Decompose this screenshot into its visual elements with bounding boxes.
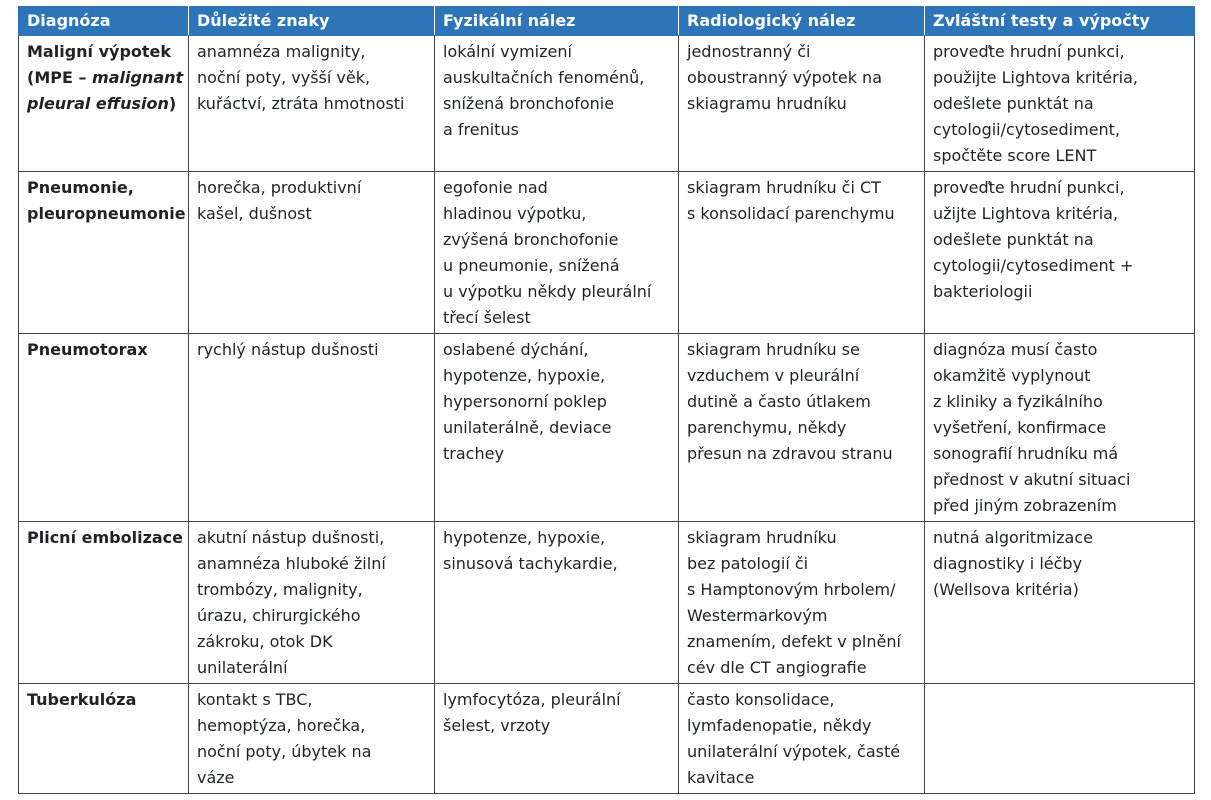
cell-line: odešlete punktát na	[933, 230, 1094, 249]
cell-line: oslabené dýchání,	[443, 340, 589, 359]
cell-line: noční poty, úbytek na	[197, 742, 372, 761]
cell-line: bakteriologii	[933, 282, 1033, 301]
cell-line: kontakt s TBC,	[197, 690, 313, 709]
table-row	[19, 334, 1195, 522]
table-header-row	[19, 7, 1195, 36]
cell-line: často konsolidace,	[687, 690, 835, 709]
header-tests: Zvláštní testy a výpočty	[925, 7, 1195, 36]
cell-line: odešlete punktát na	[933, 94, 1094, 113]
cell-diagnosis	[19, 334, 189, 522]
cell-line: hemoptýza, horečka,	[197, 716, 366, 735]
diagnosis-line: (MPE –	[27, 68, 93, 87]
cell-line: kašel, dušnost	[197, 204, 312, 223]
cell-line: s konsolidací parenchymu	[687, 204, 895, 223]
cell-line: snížená bronchofonie	[443, 94, 615, 113]
cell-line: nutná algoritmizace	[933, 528, 1093, 547]
cell-signs	[189, 36, 435, 172]
cell-line: auskultačních fenoménů,	[443, 68, 645, 87]
table-row	[19, 172, 1195, 334]
cell-diagnosis	[19, 36, 189, 172]
diagnosis-table	[18, 6, 1195, 794]
cell-line: přesun na zdravou stranu	[687, 444, 893, 463]
cell-line: u výpotku někdy pleurální	[443, 282, 652, 301]
cell-line: sinusová tachykardie,	[443, 554, 618, 573]
cell-physical	[435, 684, 679, 794]
cell-radiology	[679, 36, 925, 172]
cell-line: diagnostiky i léčby	[933, 554, 1083, 573]
diagnosis-line: Tuberkulóza	[27, 690, 137, 709]
cell-physical	[435, 334, 679, 522]
cell-line: kuřáctví, ztráta hmotnosti	[197, 94, 405, 113]
cell-line: vzduchem v pleurální	[687, 366, 860, 385]
cell-line: cytologii/cytosediment +	[933, 256, 1134, 275]
cell-line: kavitace	[687, 768, 755, 787]
header-signs: Důležité znaky	[189, 7, 435, 36]
cell-line: akutní nástup dušnosti,	[197, 528, 385, 547]
cell-line: jednostranný či	[687, 42, 811, 61]
cell-tests	[925, 172, 1195, 334]
cell-line: horečka, produktivní	[197, 178, 362, 197]
diagnosis-italic: pleural effusion	[27, 94, 169, 113]
cell-tests	[925, 36, 1195, 172]
cell-signs	[189, 522, 435, 684]
cell-radiology	[679, 334, 925, 522]
cell-line: egofonie nad	[443, 178, 548, 197]
diagnosis-italic: malignant	[92, 68, 184, 87]
diagnosis-line: )	[168, 94, 177, 113]
cell-line: sonografií hrudníku má	[933, 444, 1119, 463]
cell-tests	[925, 334, 1195, 522]
cell-line: diagnóza musí často	[933, 340, 1098, 359]
cell-diagnosis	[19, 172, 189, 334]
cell-line: unilaterálně, deviace	[443, 418, 612, 437]
cell-line: rychlý nástup dušnosti	[197, 340, 379, 359]
cell-signs	[189, 334, 435, 522]
cell-line: skiagram hrudníku	[687, 528, 837, 547]
cell-line: u pneumonie, snížená	[443, 256, 620, 275]
header-physical: Fyzikální nález	[435, 7, 679, 36]
cell-line: z kliniky a fyzikálního	[933, 392, 1103, 411]
cell-line: dutině a často útlakem	[687, 392, 871, 411]
cell-signs	[189, 172, 435, 334]
cell-line: a frenitus	[443, 120, 519, 139]
cell-line: spočtěte score LENT	[933, 146, 1097, 165]
table-row	[19, 36, 1195, 172]
cell-physical	[435, 36, 679, 172]
cell-line: parenchymu, někdy	[687, 418, 847, 437]
cell-line: noční poty, vyšší věk,	[197, 68, 371, 87]
cell-diagnosis	[19, 522, 189, 684]
cell-line: anamnéza hluboké žilní	[197, 554, 386, 573]
cell-line: skiagramu hrudníku	[687, 94, 847, 113]
diagnosis-line: Plicní embolizace	[27, 528, 184, 547]
diagnosis-line: pleuropneumonie	[27, 204, 186, 223]
cell-radiology	[679, 684, 925, 794]
cell-line: skiagram hrudníku či CT	[687, 178, 881, 197]
cell-line: váze	[197, 768, 235, 787]
cell-line: třecí šelest	[443, 308, 531, 327]
diagnosis-line: Maligní výpotek	[27, 42, 172, 61]
cell-line: (Wellsova kritéria)	[933, 580, 1079, 599]
cell-physical	[435, 172, 679, 334]
cell-signs	[189, 684, 435, 794]
cell-diagnosis	[19, 684, 189, 794]
cell-line: šelest, vrzoty	[443, 716, 551, 735]
cell-line: zákroku, otok DK	[197, 632, 333, 651]
cell-radiology	[679, 172, 925, 334]
cell-line: před jiným zobrazením	[933, 496, 1117, 515]
cell-line: úrazu, chirurgického	[197, 606, 361, 625]
cell-line: znamením, defekt v plnění	[687, 632, 901, 651]
cell-line: hypotenze, hypoxie,	[443, 366, 606, 385]
cell-line: zvýšená bronchofonie	[443, 230, 619, 249]
cell-line: hladinou výpotku,	[443, 204, 587, 223]
cell-line: použijte Lightova kritéria,	[933, 68, 1138, 87]
cell-line: trachey	[443, 444, 504, 463]
cell-line: skiagram hrudníku se	[687, 340, 860, 359]
header-diagnosis: Diagnóza	[19, 7, 189, 36]
header-radiology: Radiologický nález	[679, 7, 925, 36]
cell-line: anamnéza malignity,	[197, 42, 366, 61]
table-row	[19, 522, 1195, 684]
cell-tests	[925, 522, 1195, 684]
cell-physical	[435, 522, 679, 684]
diagnosis-line: Pneumonie,	[27, 178, 134, 197]
cell-line: lymfocytóza, pleurální	[443, 690, 621, 709]
cell-line: Westermarkovým	[687, 606, 828, 625]
cell-line: unilaterální	[197, 658, 288, 677]
cell-line: hypersonorní poklep	[443, 392, 607, 411]
cell-radiology	[679, 522, 925, 684]
table-row	[19, 684, 1195, 794]
cell-line: proveďte hrudní punkci,	[933, 42, 1125, 61]
cell-line: lymfadenopatie, někdy	[687, 716, 872, 735]
cell-line: hypotenze, hypoxie,	[443, 528, 606, 547]
cell-line: cytologii/cytosediment,	[933, 120, 1121, 139]
cell-line: okamžitě vyplynout	[933, 366, 1091, 385]
diagnosis-line: Pneumotorax	[27, 340, 148, 359]
cell-line: bez patologií či	[687, 554, 809, 573]
cell-line: trombózy, malignity,	[197, 580, 363, 599]
cell-line: vyšetření, konfirmace	[933, 418, 1107, 437]
cell-tests	[925, 684, 1195, 794]
cell-line: proveďte hrudní punkci,	[933, 178, 1125, 197]
cell-line: přednost v akutní situaci	[933, 470, 1131, 489]
cell-line: užijte Lightova kritéria,	[933, 204, 1119, 223]
cell-line: lokální vymizení	[443, 42, 572, 61]
cell-line: cév dle CT angiografie	[687, 658, 867, 677]
cell-line: s Hamptonovým hrbolem/	[687, 580, 896, 599]
cell-line: oboustranný výpotek na	[687, 68, 882, 87]
cell-line: unilaterální výpotek, časté	[687, 742, 901, 761]
